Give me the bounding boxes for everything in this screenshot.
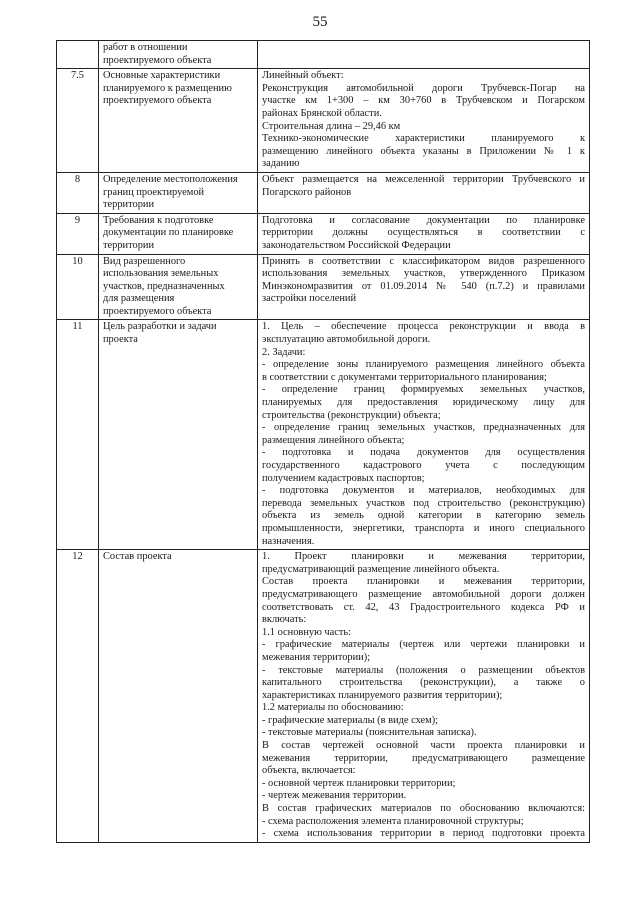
row-description (258, 213, 590, 254)
row-description (258, 41, 590, 69)
row-description-line: застройки поселений (262, 293, 356, 305)
row-description-line: капитального строительства (реконструкции), а также о (262, 677, 585, 689)
row-title-line: документации по планировке (103, 227, 234, 239)
row-description-line: - подготовка документов и материалов, необходимых для (262, 485, 585, 497)
table-row (57, 550, 590, 843)
row-description-line: планируемых для предоставления юридическому лицу для (262, 397, 585, 409)
row-description-line: межевания территории); (262, 651, 371, 663)
row-description-line: - текстовые материалы (пояснительная записка). (262, 727, 477, 739)
row-description (258, 550, 590, 843)
row-description-line: размещения линейного объекта; (262, 434, 405, 446)
row-description-line: - текстовые материалы (положения о размещении объектов (262, 664, 585, 676)
row-description-line: характеристиках планируемого развития территории); (262, 689, 503, 701)
row-title (99, 69, 258, 173)
row-description-line: Реконструкция автомобильной дороги Трубчевск-Погар на (262, 82, 585, 94)
row-description-line: - схема расположения элемента планировочной структуры; (262, 815, 524, 827)
row-description-line: В состав чертежей основной части проекта планировки и (262, 740, 585, 752)
row-description-line: заданию (262, 158, 300, 170)
row-title-line: работ в отношении (103, 42, 188, 53)
row-description-line: 2. Задачи: (262, 346, 306, 358)
row-description (258, 69, 590, 173)
row-description-line: - основной чертеж планировки территории; (262, 777, 456, 789)
row-description-line: межевания территории, предусматривающего размещение (262, 752, 585, 764)
row-description-line: Состав проекта планировки и межевания территории, (262, 576, 585, 588)
row-description (258, 254, 590, 320)
row-description-line: - графические материалы (чертеж или чертежи планировки и (262, 639, 585, 651)
row-title-line: планируемого к размещению (103, 82, 232, 94)
row-title-line: проекта (103, 334, 138, 346)
table-row (57, 213, 590, 254)
table-row (57, 172, 590, 213)
row-description-line: перевода земельных участков под строительство (реконструкцию) (262, 497, 585, 509)
row-description-line: промышленности, энергетики, транспорта и иного специального (262, 522, 585, 534)
row-description-line: размещению линейного объекта указаны в Приложении № 1 к (262, 145, 585, 157)
row-description-line: 1.1 основную часть: (262, 626, 352, 638)
row-number: 11 (57, 320, 99, 550)
row-number: 8 (57, 172, 99, 213)
row-description-line: Подготовка и согласование документации по планировке (262, 214, 585, 226)
row-title-line: территории (103, 199, 155, 211)
row-description-line: законодательством Российской Федерации (262, 239, 451, 251)
row-description-line: - графические материалы (в виде схем); (262, 714, 439, 726)
project-requirements-table (56, 40, 590, 843)
row-description-line: 1.2 материалы по обоснованию: (262, 702, 404, 714)
row-description-line: - определение границ земельных участков, предназначенных для (262, 422, 585, 434)
row-title-line: Цель разработки и задачи (103, 321, 217, 333)
row-description-line: объекта из земель одной категории в категорию земель (262, 510, 585, 522)
row-title-line: Требования к подготовке (103, 214, 214, 226)
row-number (57, 41, 99, 69)
row-description-line: - определение зоны планируемого размещения линейного объекта (262, 359, 585, 371)
row-description-line: участке км 1+300 – км 30+760 в Трубчевском и Погарском (262, 95, 585, 107)
row-title-line: проектируемого объекта (103, 54, 212, 66)
table-row (57, 41, 590, 69)
table-row (57, 320, 590, 550)
row-description-line: районах Брянской области. (262, 107, 382, 119)
row-description-line: Погарского районов (262, 186, 352, 198)
row-description-line: назначения. (262, 535, 315, 547)
row-title-line: Основные характеристики (103, 70, 221, 82)
row-description-line: Минэкономразвития от 01.09.2014 № 540 (п.7.2) и правилами (262, 280, 585, 292)
row-number: 9 (57, 213, 99, 254)
row-description-line: получением кадастровых паспортов; (262, 472, 425, 484)
row-title (99, 41, 258, 69)
row-title (99, 320, 258, 550)
row-title-line: границ проектируемой (103, 186, 205, 198)
page-number: 55 (312, 14, 328, 30)
row-description-line: соответствовать ст. 42, 43 Градостроительного кодекса РФ и (262, 601, 585, 613)
row-description-line: предусматривающего размещение автомобильной дороги должен (262, 588, 585, 600)
row-title-line: территории (103, 239, 155, 251)
row-title (99, 213, 258, 254)
table-row (57, 254, 590, 320)
row-description-line: - схема использования территории в период подготовки проекта (262, 828, 585, 840)
row-description-line: Строительная длина – 29,46 км (262, 120, 401, 132)
row-title-line: Вид разрешенного (103, 255, 186, 267)
row-description-line: государственного кадастрового учета с последующим (262, 460, 585, 471)
row-title-line: использования земельных (103, 268, 219, 280)
row-description-line: строительства (реконструкции) объекта; (262, 409, 441, 421)
row-description-line: Объект размещается на межселенной территории Трубчевского и (262, 173, 585, 185)
table-row (57, 69, 590, 173)
row-description (258, 320, 590, 550)
row-title (99, 550, 258, 843)
row-description (258, 172, 590, 213)
row-description-line: объекта, включается: (262, 765, 356, 777)
row-description-line: Принять в соответствии с классификатором видов разрешенного (262, 255, 585, 267)
row-number: 7.5 (57, 69, 99, 173)
row-description-line: территории должны осуществляться в соответствии с (262, 227, 585, 239)
row-title (99, 172, 258, 213)
row-description-line: - определение границ формируемых земельных участков, (262, 384, 585, 396)
row-description-line: 1. Цель – обеспечение процесса реконструкции и ввода в (262, 321, 585, 333)
row-description-line: 1. Проект планировки и межевания территории, (262, 551, 585, 563)
row-description-line: использования земельных участков, утвержденного Приказом (262, 268, 585, 280)
row-title-line: проектируемого объекта (103, 95, 212, 107)
row-title (99, 254, 258, 320)
row-description-line: Линейный объект: (262, 70, 344, 82)
row-description-line: эксплуатацию автомобильной дороги. (262, 334, 431, 346)
row-number: 12 (57, 550, 99, 843)
row-description-line: - подготовка и подача документов для осуществления (262, 447, 585, 459)
row-description-line: - чертеж межевания территории. (262, 790, 407, 802)
row-title-line: Состав проекта (103, 551, 172, 563)
row-title-line: участков, предназначенных (103, 280, 225, 292)
row-description-line: предусматривающий размещение линейного объекта. (262, 563, 500, 575)
row-number: 10 (57, 254, 99, 320)
row-description-line: Технико-экономические характеристики планируемого к (262, 133, 585, 145)
row-title-line: для размещения (103, 293, 175, 305)
row-description-line: В состав графических материалов по обоснованию включаются: (262, 803, 585, 815)
row-description-line: включать: (262, 614, 307, 626)
row-title-line: проектируемого объекта (103, 305, 212, 317)
row-description-line: в соответствии с документами территориального планирования; (262, 371, 547, 383)
row-title-line: Определение местоположения (103, 173, 238, 185)
